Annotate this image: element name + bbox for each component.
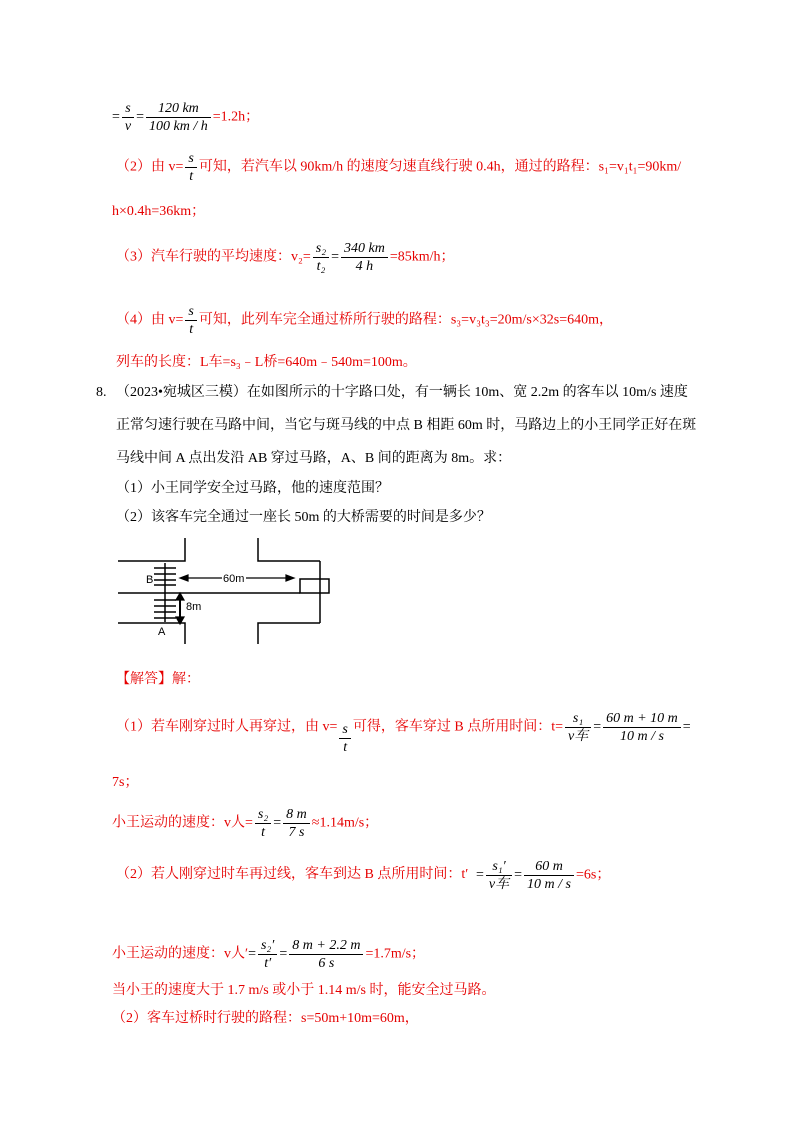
text: （1）若车刚穿过时人再穿过，由 v= bbox=[116, 719, 338, 735]
result: =6s； bbox=[575, 867, 611, 883]
numerator: s₁′ bbox=[486, 858, 512, 876]
road-edge-top-right bbox=[258, 538, 320, 561]
denominator: 100 km / h bbox=[149, 119, 208, 134]
bus-rect bbox=[300, 579, 329, 593]
denominator: 10 m / s bbox=[527, 877, 571, 892]
answer-line-3 bbox=[116, 240, 455, 275]
arrow-left-icon bbox=[180, 575, 188, 581]
answer-header bbox=[116, 671, 200, 689]
eq-sign: = bbox=[476, 867, 484, 883]
denominator: v bbox=[124, 119, 132, 134]
answer-part-2 bbox=[116, 866, 468, 884]
numerator: s₂ bbox=[313, 240, 329, 258]
fraction bbox=[524, 858, 574, 893]
text: 解： bbox=[172, 672, 200, 687]
answer-line-5: 列车的长度：L车=s₃﹣L桥=640m﹣540m=100m。 bbox=[116, 355, 417, 370]
numerator: 120 km bbox=[146, 100, 211, 118]
denominator: 6 s bbox=[318, 956, 335, 971]
label-8m: 8m bbox=[186, 601, 202, 613]
eq-sign: = bbox=[682, 719, 691, 735]
fraction bbox=[258, 937, 277, 972]
fraction bbox=[339, 721, 350, 756]
label-b: B bbox=[146, 574, 154, 586]
fraction bbox=[341, 240, 388, 275]
fraction bbox=[146, 100, 211, 135]
eq-sign: = bbox=[331, 249, 340, 265]
result: =1.7m/s； bbox=[365, 946, 426, 962]
eq-sign: = bbox=[279, 946, 288, 962]
question-number: 8. bbox=[96, 385, 107, 400]
fraction bbox=[313, 240, 329, 275]
answer-conclusion: 当小王的速度大于 1.7 m/s 或小于 1.14 m/s 时，能安全过马路。 bbox=[112, 983, 496, 998]
result: ≈1.14m/s； bbox=[311, 815, 379, 831]
text: 小王运动的速度：v人′ bbox=[112, 946, 249, 962]
numerator: 60 m bbox=[524, 858, 574, 876]
denominator: t₂ bbox=[316, 259, 326, 274]
text: 小王运动的速度：v人= bbox=[112, 815, 253, 831]
arrow-up-icon bbox=[176, 593, 184, 600]
eq-sign: = bbox=[136, 109, 145, 125]
road-edge-top-left bbox=[118, 538, 185, 561]
road-edge-bottom-right bbox=[258, 623, 320, 644]
denominator: t bbox=[261, 825, 266, 840]
eq-sign: = bbox=[112, 109, 120, 125]
denominator: 10 m / s bbox=[619, 729, 664, 744]
road-edge-bottom-left bbox=[118, 623, 185, 644]
fraction bbox=[486, 858, 512, 893]
denominator: v车 bbox=[567, 729, 589, 744]
numerator: s₂ bbox=[255, 806, 271, 824]
answer-line-2b: h×0.4h=36km； bbox=[112, 204, 206, 219]
denominator: 7 s bbox=[288, 825, 305, 840]
label-a: A bbox=[158, 626, 166, 638]
result: =85km/h； bbox=[389, 249, 455, 265]
denominator: t bbox=[343, 739, 348, 755]
sub-question-2: （2）该客车完全通过一座长 50m 的大桥需要的时间是多少？ bbox=[116, 510, 491, 525]
numerator: 8 m bbox=[283, 806, 310, 824]
fraction bbox=[565, 710, 591, 745]
fraction bbox=[603, 710, 681, 745]
numerator: 340 km bbox=[341, 240, 388, 258]
numerator: s bbox=[185, 303, 196, 321]
text: 可知，若汽车以 90km/h 的速度匀速直线行驶 0.4h，通过的路程：s₁=v₁t₁=90km/ bbox=[198, 159, 682, 175]
numerator: 60 m + 10 m bbox=[603, 710, 681, 728]
denominator: t′ bbox=[264, 956, 272, 971]
answer-part-2-formula bbox=[476, 858, 610, 893]
answer-speed-2 bbox=[112, 937, 425, 972]
numerator: s bbox=[339, 721, 350, 739]
question-text-line: 马线中间 A 点出发沿 AB 穿过马路，A、B 间的距离为 8m。求： bbox=[116, 451, 512, 466]
fraction bbox=[185, 303, 196, 338]
fraction bbox=[185, 150, 196, 185]
answer-line-2 bbox=[116, 150, 681, 185]
text: （2）由 v= bbox=[116, 159, 184, 175]
text: （3）汽车行驶的平均速度：v₂= bbox=[116, 249, 311, 265]
eq-sign: = bbox=[273, 815, 282, 831]
denominator: 4 h bbox=[355, 259, 374, 274]
sub-question-1: （1）小王同学安全过马路，他的速度范围？ bbox=[116, 481, 389, 496]
text: （4）由 v= bbox=[116, 312, 184, 328]
answer-speed-1 bbox=[112, 806, 378, 841]
numerator: s bbox=[185, 150, 196, 168]
answer-part-bridge: （2）客车过桥时行驶的路程：s=50m+10m=60m， bbox=[112, 1011, 419, 1026]
question-text-line: （2023•宛城区三模）在如图所示的十字路口处，有一辆长 10m、宽 2.2m 的客车以 10m/s 速度 bbox=[116, 385, 688, 400]
numerator: s₁ bbox=[565, 710, 591, 728]
eq-line-1 bbox=[112, 100, 259, 135]
answer-part-1 bbox=[116, 710, 691, 756]
fraction bbox=[283, 806, 310, 841]
fraction bbox=[122, 100, 134, 135]
denominator: t bbox=[189, 169, 194, 184]
numerator: s bbox=[122, 100, 134, 118]
arrow-right-icon bbox=[286, 575, 294, 581]
answer-part-1-cont: 7s； bbox=[112, 775, 139, 790]
denominator: t bbox=[189, 322, 194, 337]
fraction bbox=[289, 937, 363, 972]
denominator: v车 bbox=[488, 877, 510, 892]
numerator: 8 m + 2.2 m bbox=[289, 937, 363, 955]
question-text-line: 正常匀速行驶在马路中间，当它与斑马线的中点 B 相距 60m 时，马路边上的小王同学正好在斑 bbox=[116, 418, 697, 433]
eq-sign: = bbox=[514, 867, 523, 883]
text: 可知，此列车完全通过桥所行驶的路程：s₃=v₃t₃=20m/s×32s=640m， bbox=[198, 312, 613, 328]
answer-tag: 【解答】 bbox=[116, 672, 172, 687]
numerator: s₂′ bbox=[258, 937, 277, 955]
fraction bbox=[255, 806, 271, 841]
result: =1.2h； bbox=[212, 109, 260, 125]
text: 可得，客车穿过 B 点所用时间：t= bbox=[352, 719, 563, 735]
label-60m: 60m bbox=[223, 573, 245, 585]
text: （2）若人刚穿过时车再过线，客车到达 B 点所用时间：t′ bbox=[116, 867, 469, 882]
answer-line-4 bbox=[116, 303, 613, 338]
intersection-diagram bbox=[118, 538, 338, 644]
eq-sign: = bbox=[593, 719, 602, 735]
eq-sign: = bbox=[248, 946, 256, 962]
